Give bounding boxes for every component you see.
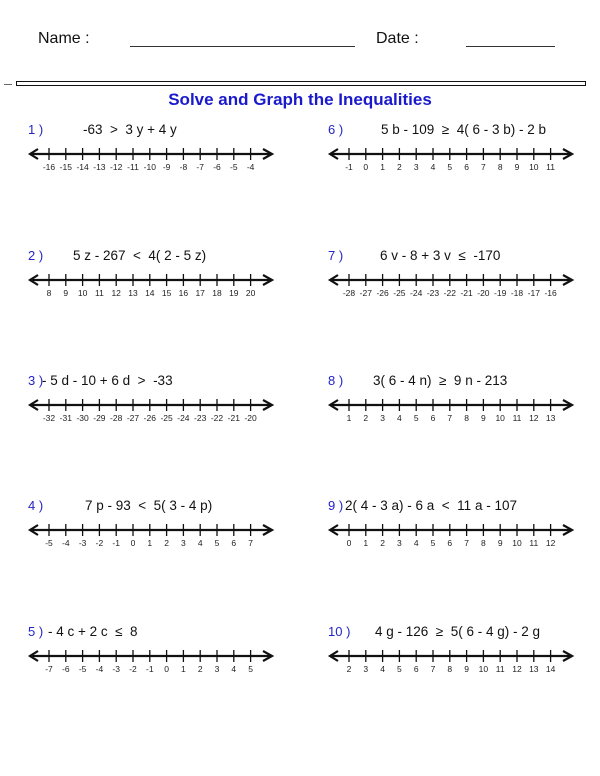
tick-label: 13 [128, 288, 138, 298]
title-divider-bar [16, 81, 586, 86]
tick-label: -7 [45, 664, 53, 674]
tick-label: 10 [77, 288, 88, 298]
tick-label: -18 [510, 288, 524, 298]
tick-label: -25 [393, 288, 406, 298]
tick-label: 5 [248, 664, 253, 674]
tick-label: -5 [230, 162, 238, 172]
tick-label: -28 [110, 413, 123, 423]
problem-3 [28, 373, 288, 433]
tick-label: 0 [130, 538, 136, 548]
tick-label: -1 [112, 538, 120, 548]
tick-label: 7 [430, 664, 436, 674]
tick-label: -8 [179, 162, 188, 172]
tick-label: 7 [481, 162, 486, 172]
tick-label: 12 [545, 538, 556, 548]
tick-label: 2 [164, 538, 169, 548]
number-line-axis [28, 644, 278, 664]
tick-label: -26 [143, 413, 156, 423]
tick-label: -16 [42, 162, 56, 172]
tick-label: 14 [545, 664, 556, 674]
number-line-axis [328, 518, 578, 538]
tick-label: -14 [76, 162, 89, 172]
tick-label: 4 [197, 538, 203, 548]
tick-label: 11 [94, 288, 104, 298]
name-label: Name : [38, 30, 90, 47]
tick-label: 5 [413, 413, 419, 423]
tick-label: -4 [62, 538, 70, 548]
tick-label: 7 [248, 538, 253, 548]
inequality-expression: 3( 6 - 4 n) ≥ 9 n - 213 [373, 373, 508, 388]
tick-label: 6 [430, 413, 436, 423]
tick-label: -22 [210, 413, 224, 423]
tick-label: 1 [380, 162, 385, 172]
problem-number: 2 ) [28, 248, 44, 263]
inequality-expression: 2( 4 - 3 a) - 6 a < 11 a - 107 [345, 498, 517, 513]
inequality-expression: - 5 d - 10 + 6 d > -33 [42, 373, 173, 388]
tick-label: -1 [146, 664, 154, 674]
tick-label: 9 [497, 538, 503, 548]
tick-label: 6 [413, 664, 419, 674]
tick-label: 4 [430, 162, 436, 172]
tick-label: 4 [380, 664, 385, 674]
tick-label: -2 [129, 664, 137, 674]
tick-label: -1 [345, 162, 353, 172]
tick-label: -21 [227, 413, 240, 423]
tick-label: 4 [397, 413, 402, 423]
tick-label: 2 [197, 664, 203, 674]
tick-label: 1 [147, 538, 153, 548]
problem-9 [328, 498, 588, 558]
inequality-expression: 5 b - 109 ≥ 4( 6 - 3 b) - 2 b [381, 122, 546, 137]
tick-label: -30 [76, 413, 89, 423]
number-line-axis [328, 268, 578, 288]
tick-label: 8 [497, 162, 503, 172]
tick-label: 17 [195, 288, 205, 298]
tick-label: 5 [447, 162, 453, 172]
tick-label: 3 [181, 538, 186, 548]
tick-label: 12 [512, 664, 522, 674]
tick-label: 1 [346, 413, 352, 423]
tick-label: -24 [177, 413, 190, 423]
tick-label: 1 [181, 664, 186, 674]
problem-number: 9 ) [328, 498, 344, 513]
tick-label: 9 [514, 162, 520, 172]
tick-label: 8 [447, 664, 453, 674]
tick-label: -24 [410, 288, 423, 298]
tick-label: 13 [529, 664, 539, 674]
problem-number: 10 ) [328, 624, 351, 639]
problem-4 [28, 498, 288, 558]
problem-number: 7 ) [328, 248, 344, 263]
tick-label: 11 [495, 664, 505, 674]
tick-label: 19 [229, 288, 239, 298]
tick-label: -13 [93, 162, 106, 172]
tick-label: -3 [78, 538, 87, 548]
tick-label: 15 [161, 288, 172, 298]
tick-label: -25 [160, 413, 173, 423]
number-line[interactable] [328, 268, 578, 308]
tick-label: 10 [495, 413, 505, 423]
tick-label: 0 [346, 538, 352, 548]
tick-label: 6 [464, 162, 469, 172]
problem-6 [328, 122, 588, 182]
inequality-expression: - 4 c + 2 c ≤ 8 [48, 624, 138, 639]
divider-mark [4, 84, 12, 85]
tick-label: 2 [346, 664, 352, 674]
number-line-axis [328, 644, 578, 664]
tick-label: 1 [363, 538, 369, 548]
tick-label: 3 [214, 664, 220, 674]
tick-label: -6 [62, 664, 70, 674]
tick-label: -5 [45, 538, 53, 548]
number-line[interactable] [328, 393, 578, 433]
tick-label: 9 [464, 664, 469, 674]
tick-label: -23 [426, 288, 440, 298]
tick-label: -27 [126, 413, 140, 423]
number-line[interactable] [28, 142, 278, 182]
tick-label: -27 [359, 288, 372, 298]
tick-label: -4 [246, 162, 255, 172]
number-line-axis [28, 268, 278, 288]
tick-label: -9 [162, 162, 171, 172]
tick-label: -5 [78, 664, 87, 674]
tick-label: 6 [447, 538, 453, 548]
tick-label: 4 [413, 538, 419, 548]
tick-label: -20 [244, 413, 257, 423]
tick-label: 5 [397, 664, 402, 674]
number-line-axis [328, 142, 578, 162]
tick-label: 3 [413, 162, 419, 172]
tick-label: -29 [93, 413, 106, 423]
number-line-axis [28, 393, 278, 413]
inequality-expression: 7 p - 93 < 5( 3 - 4 p) [85, 498, 213, 513]
tick-label: -11 [127, 162, 139, 172]
tick-label: -6 [213, 162, 221, 172]
tick-label: -19 [494, 288, 507, 298]
tick-label: 7 [447, 413, 453, 423]
worksheet-title: Solve and Graph the Inequalities [168, 90, 432, 109]
tick-label: -17 [527, 288, 540, 298]
date-label: Date : [376, 30, 419, 47]
problem-number: 8 ) [328, 373, 344, 388]
problem-1 [28, 122, 288, 182]
tick-label: 3 [380, 413, 385, 423]
tick-label: -28 [342, 288, 356, 298]
tick-label: 4 [231, 664, 237, 674]
number-line[interactable] [28, 268, 278, 308]
problem-number: 4 ) [28, 498, 44, 513]
tick-label: 5 [214, 538, 220, 548]
tick-label: 2 [363, 413, 369, 423]
problem-number: 5 ) [28, 624, 44, 639]
name-field-line[interactable] [130, 46, 355, 47]
number-line[interactable] [28, 393, 278, 433]
number-line-axis [28, 518, 278, 538]
tick-label: 10 [478, 664, 489, 674]
problem-number: 3 ) [28, 373, 44, 388]
tick-label: -26 [376, 288, 389, 298]
date-field-line[interactable] [466, 46, 555, 47]
tick-label: 10 [512, 538, 522, 548]
tick-label: 12 [529, 413, 539, 423]
tick-label: 8 [481, 538, 486, 548]
tick-label: 2 [397, 162, 402, 172]
tick-label: 12 [111, 288, 121, 298]
tick-label: -23 [194, 413, 207, 423]
tick-label: -15 [59, 162, 72, 172]
tick-label: 3 [363, 664, 369, 674]
number-line-axis [28, 142, 278, 162]
tick-label: 11 [529, 538, 539, 548]
problem-number: 1 ) [28, 122, 44, 137]
tick-label: 20 [245, 288, 256, 298]
number-line-axis [328, 393, 578, 413]
inequality-expression: 4 g - 126 ≥ 5( 6 - 4 g) - 2 g [375, 624, 540, 639]
problem-8 [328, 373, 588, 433]
tick-label: 7 [464, 538, 469, 548]
tick-label: 0 [363, 162, 369, 172]
number-line[interactable] [328, 518, 578, 558]
tick-label: 8 [46, 288, 52, 298]
tick-label: 10 [529, 162, 539, 172]
tick-label: 5 [430, 538, 436, 548]
inequality-expression: -63 > 3 y + 4 y [83, 122, 177, 137]
problem-7 [328, 248, 588, 308]
tick-label: -21 [460, 288, 473, 298]
tick-label: -12 [110, 162, 123, 172]
tick-label: -16 [544, 288, 557, 298]
number-line[interactable] [28, 644, 278, 684]
tick-label: 9 [63, 288, 69, 298]
tick-label: 0 [164, 664, 169, 674]
number-line[interactable] [328, 644, 578, 684]
tick-label: 9 [481, 413, 486, 423]
tick-label: 2 [380, 538, 385, 548]
tick-label: 13 [545, 413, 556, 423]
problem-2 [28, 248, 288, 308]
tick-label: -2 [95, 538, 104, 548]
problem-number: 6 ) [328, 122, 344, 137]
tick-label: -22 [443, 288, 456, 298]
problem-10 [328, 624, 588, 684]
inequality-expression: 5 z - 267 < 4( 2 - 5 z) [73, 248, 207, 263]
problem-5 [28, 624, 288, 684]
tick-label: 11 [546, 162, 556, 172]
tick-label: -4 [95, 664, 104, 674]
tick-label: -32 [42, 413, 56, 423]
number-line[interactable] [28, 518, 278, 558]
tick-label: 14 [145, 288, 155, 298]
tick-label: 18 [212, 288, 222, 298]
number-line[interactable] [328, 142, 578, 182]
tick-label: 8 [464, 413, 469, 423]
tick-label: -3 [112, 664, 120, 674]
tick-label: 16 [178, 288, 189, 298]
tick-label: 3 [397, 538, 402, 548]
tick-label: 6 [231, 538, 237, 548]
tick-label: 11 [512, 413, 522, 423]
inequality-expression: 6 v - 8 + 3 v ≤ -170 [380, 248, 501, 263]
tick-label: -7 [196, 162, 204, 172]
tick-label: -31 [59, 413, 72, 423]
tick-label: -20 [477, 288, 490, 298]
tick-label: -10 [143, 162, 156, 172]
